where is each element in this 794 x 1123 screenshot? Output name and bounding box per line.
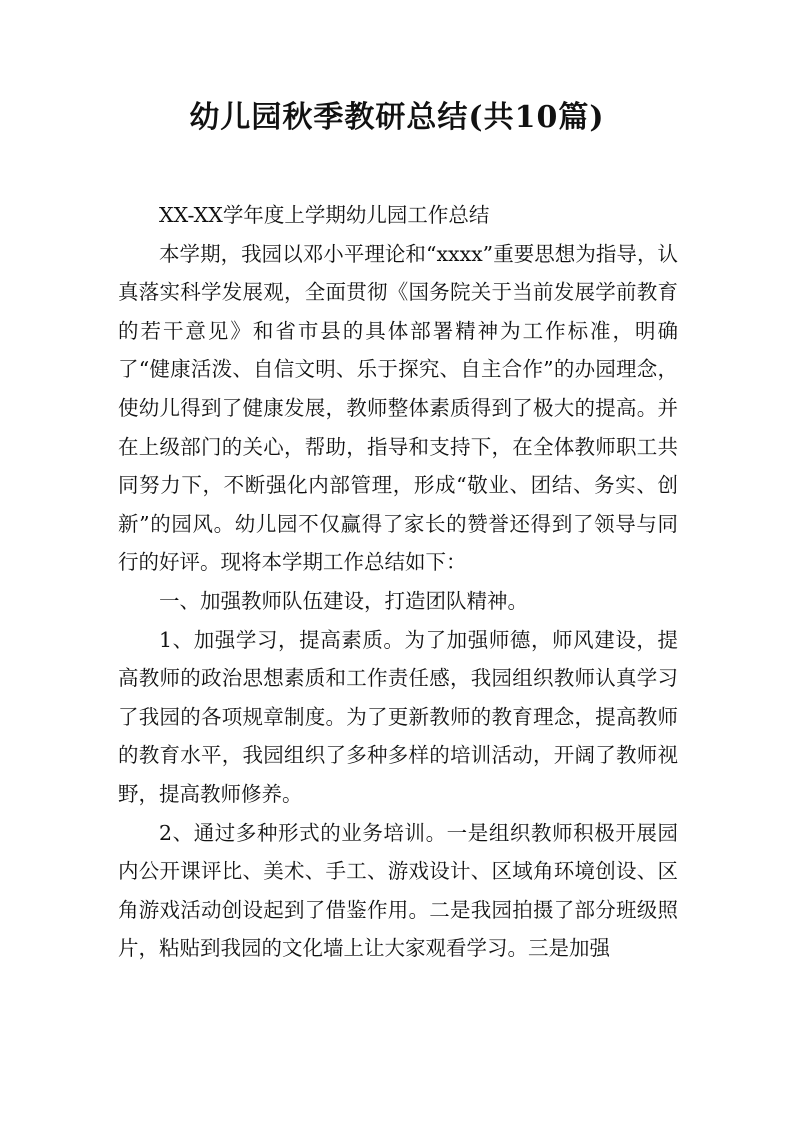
paragraph-item-2: 2、通过多种形式的业务培训。一是组织教师积极开展园内公开课评比、美术、手工、游戏设计、区域角环境创设、区角游戏活动创设起到了借鉴作用。二是我园拍摄了部分班级照片，粘贴到我园的文化墙上让大家观看学习。三是加强 <box>118 820 678 961</box>
document-title: 幼儿园秋季教研总结(共10篇) <box>189 100 605 135</box>
section-heading-1: 一、加强教师队伍建设，打造团队精神。 <box>159 588 528 613</box>
document-body <box>118 196 678 968</box>
paragraph-intro: 本学期，我园以邓小平理论和“xxxx”重要思想为指导，认真落实科学发展观，全面贯彻《国务院关于当前发展学前教育的若干意见》和省市县的具体部署精神为工作标准，明确了“健康活泼、自信文明、乐于探究、自主合作”的办园理念，使幼儿得到了健康发展，教师整体素质得到了极大的提高。并在上级部门的关心，帮助，指导和支持下，在全体教师职工共同努力下，不断强化内部管理，形成“敬业、团结、务实、创新”的园风。幼儿园不仅赢得了家长的赞誉还得到了领导与同行的好评。现将本学期工作总结如下： <box>118 241 678 575</box>
paragraph-item-1: 1、加强学习，提高素质。为了加强师德，师风建设，提高教师的政治思想素质和工作责任感，我园组织教师认真学习了我园的各项规章制度。为了更新教师的教育理念，提高教师的教育水平，我园组织了多种多样的培训活动，开阔了教师视野，提高教师修养。 <box>118 627 678 806</box>
paragraph-subtitle: XX-XX学年度上学期幼儿园工作总结 <box>159 203 490 227</box>
